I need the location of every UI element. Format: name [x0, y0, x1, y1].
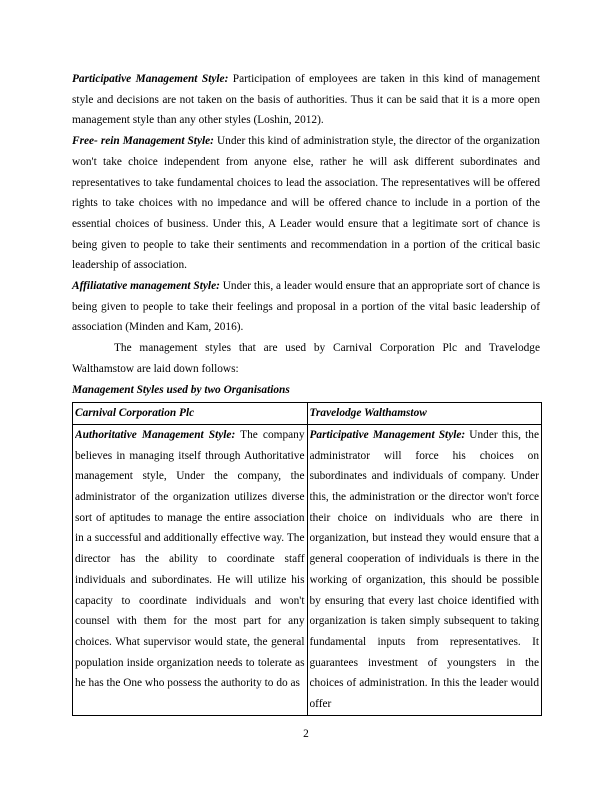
intro-paragraph: The management styles that are used by Carnival Corporation Plc and Travelodge Walthamstow are laid down follows: — [72, 342, 540, 375]
paragraph-heading: Participative Management Style: — [72, 73, 229, 85]
table-title: Management Styles used by two Organisations — [72, 383, 290, 396]
table-header-row — [73, 403, 542, 425]
page-number: 2 — [303, 728, 309, 740]
paragraph-free-rein — [72, 131, 540, 276]
column-header-carnival: Carnival Corporation Plc — [73, 403, 308, 425]
cell-heading: Participative Management Style: — [309, 428, 466, 441]
paragraph-text: Under this, a leader would ensure that an appropriate sort of chance is being given to people to take their feelings and proposal in a portion of the vital basic leadership of association (Minden and Kam, 2016). — [72, 280, 541, 334]
paragraph-text: Participation of employees are taken in this kind of management style and decisions are not taken on the basis of authorities. Thus it can be said that it is a more open management style than any other styles (Loshin, 2012). — [72, 73, 540, 127]
table-row — [73, 424, 542, 715]
cell-text: Under this, the administrator will force his choices on subordinates and individuals of company. Under this, the administration or the director won't force their choice on individuals who are there in organization, but instead they would ensure that a general cooperation of individuals is there in the working of organization, this should be possible by ensuring that every last choice identified with organization is taken simply subsequent to taking fundamental inputs from representatives. It guarantees investment of youngsters in the choices of administration. In this the leader would offer — [309, 428, 539, 711]
page-content — [72, 69, 540, 716]
travelodge-cell — [307, 424, 542, 715]
paragraph-heading: Free- rein Management Style: — [72, 135, 214, 148]
paragraph-heading: Affiliatative management Style: — [72, 280, 220, 293]
travelodge-cell-body — [310, 425, 540, 715]
carnival-cell — [73, 424, 308, 715]
management-styles-table — [72, 402, 542, 716]
paragraph-participative — [72, 69, 540, 131]
column-header-travelodge: Travelodge Walthamstow — [307, 403, 542, 425]
paragraph-affiliative — [72, 276, 540, 338]
cell-text: The company believes in managing itself through Authoritative management style, Under the company, the administrator of the organization utilizes diverse sort of aptitudes to manage the entire association in a successful and additionally effective way. The director has the ability to coordinate staff individuals and subordinates. He will utilize his capacity to coordinate individuals and won't counsel with them for the most part for any choices. What supervisor would state, the general population inside organization needs to tolerate as he has the One who possess the authority to do as — [75, 428, 305, 690]
paragraph-text: Under this kind of administration style, the director of the organization won't take choice independent from anyone else, rather he will ask different subordinates and representatives to take fundamental choices to lead the association. The representatives will be offered rights to take choices with no impedance and will be offered chance to include in a portion of the essential choices of business. Under this, A Leader would ensure that a legitimate sort of chance is being given to people to take their sentiments and recommendation in a portion of the critical basic leadership of association. — [72, 135, 540, 272]
carnival-cell-body — [75, 425, 305, 715]
cell-heading: Authoritative Management Style: — [75, 428, 236, 441]
